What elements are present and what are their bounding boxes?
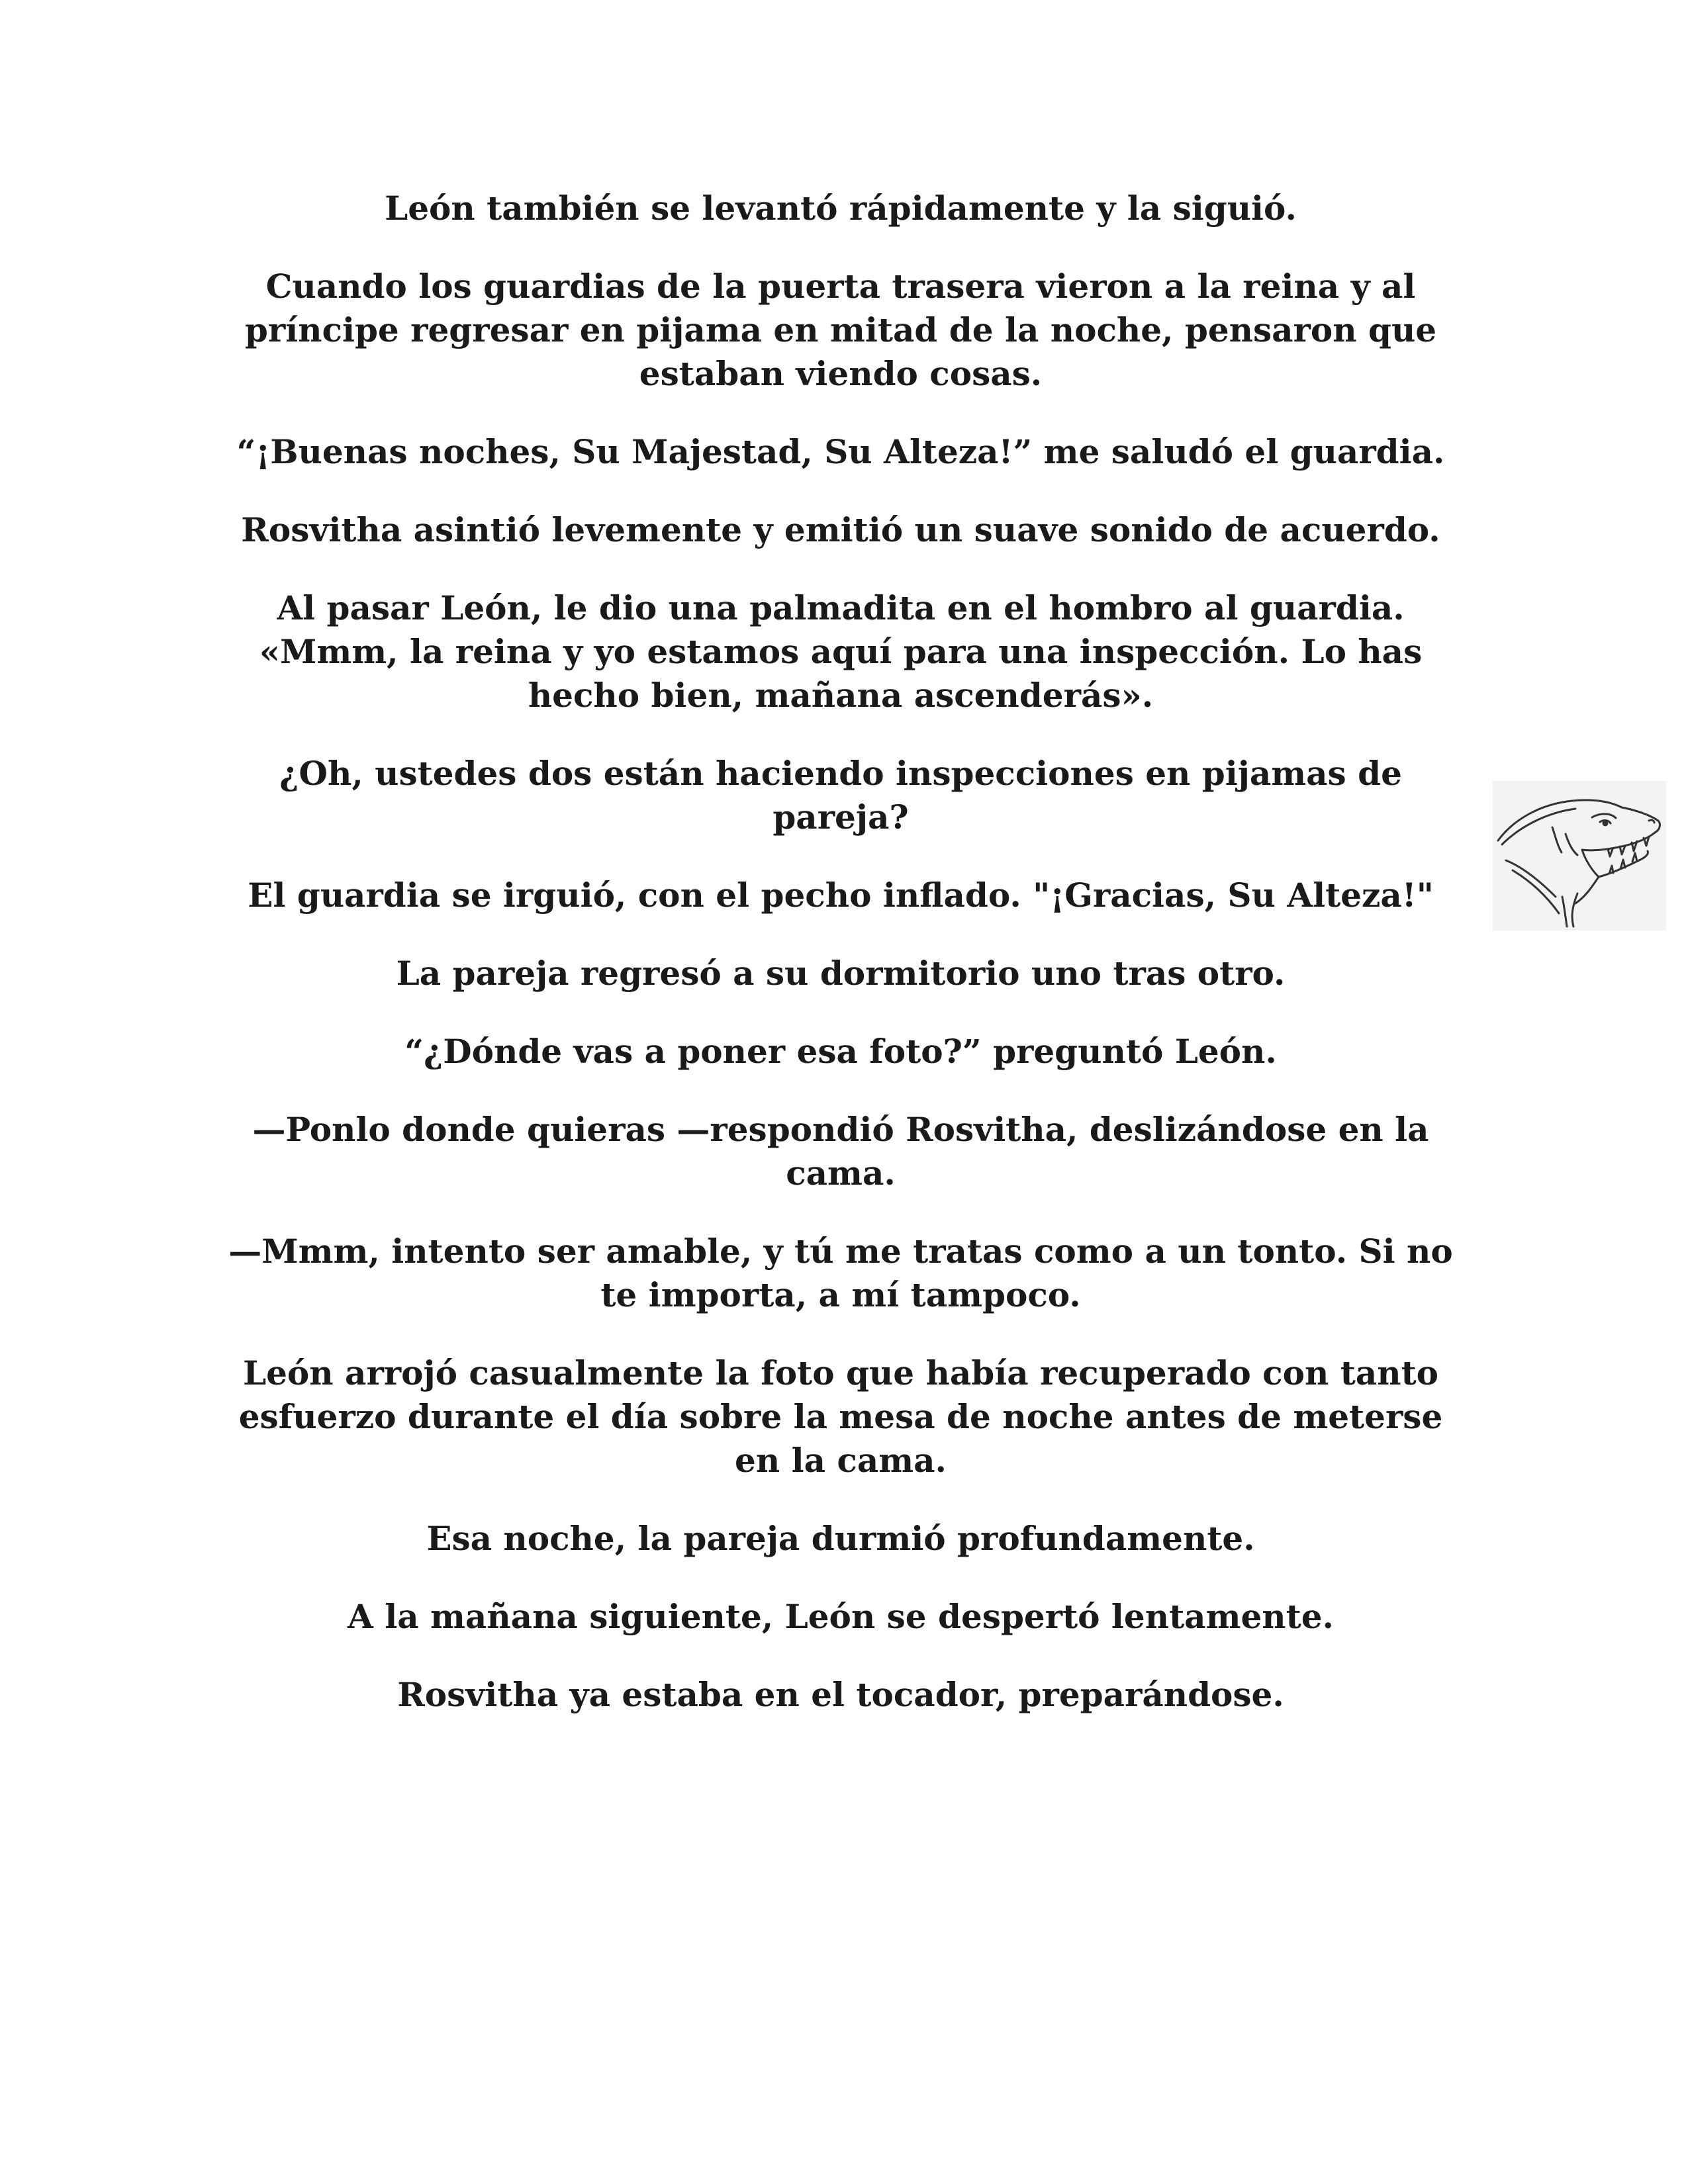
paragraph-8: La pareja regresó a su dormitorio uno tras otro. xyxy=(396,954,1286,993)
paragraph-12: León arrojó casualmente la foto que había recuperado con tanto esfuerzo durante el día sobre la mesa de noche antes de meterse en la cama. xyxy=(238,1353,1443,1480)
paragraph-9: “¿Dónde vas a poner esa foto?” preguntó León. xyxy=(404,1032,1277,1071)
paragraph-2: Cuando los guardias de la puerta trasera vieron a la reina y al príncipe regresar en pijama en mitad de la noche, pensaron que estaban viendo cosas. xyxy=(244,267,1437,393)
paragraph-4: Rosvitha asintió levemente y emitió un suave sonido de acuerdo. xyxy=(241,510,1440,549)
paragraph-3: “¡Buenas noches, Su Majestad, Su Alteza!” me saludó el guardia. xyxy=(236,432,1445,471)
story-text xyxy=(225,187,1456,1751)
paragraph-1: León también se levantó rápidamente y la siguió. xyxy=(385,189,1297,228)
paragraph-5: Al pasar León, le dio una palmadita en el hombro al guardia. «Mmm, la reina y yo estamos aquí para una inspección. Lo has hecho bien, mañana ascenderás». xyxy=(259,588,1423,715)
dinosaur-head-sketch-icon xyxy=(1493,781,1666,931)
paragraph-7: El guardia se irguió, con el pecho inflado. "¡Gracias, Su Alteza!" xyxy=(248,876,1434,915)
paragraph-13: Esa noche, la pareja durmió profundamente. xyxy=(426,1519,1255,1558)
paragraph-6: ¿Oh, ustedes dos están haciendo inspecciones en pijamas de pareja? xyxy=(279,754,1402,837)
paragraph-11: —Mmm, intento ser amable, y tú me tratas como a un tonto. Si no te importa, a mí tampoco. xyxy=(228,1232,1453,1314)
paragraph-14: A la mañana siguiente, León se despertó lentamente. xyxy=(348,1597,1334,1636)
paragraph-10: —Ponlo donde quieras —respondió Rosvitha, deslizándose en la cama. xyxy=(252,1110,1429,1193)
paragraph-15: Rosvitha ya estaba en el tocador, preparándose. xyxy=(397,1675,1284,1714)
